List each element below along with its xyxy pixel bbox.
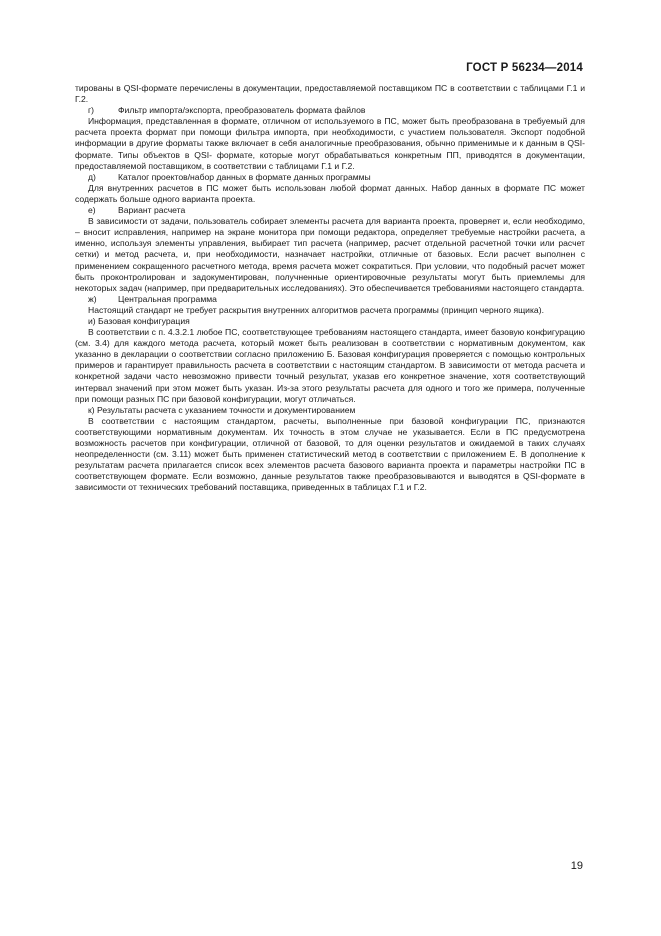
document-body xyxy=(75,83,585,493)
paragraph: Для внутренних расчетов в ПС может быть использован любой формат данных. Набор данных в формате ПС может содержать больше одного варианта проекта. xyxy=(75,182,585,204)
document-header: ГОСТ Р 56234—2014 xyxy=(466,62,583,74)
list-marker: д) xyxy=(88,171,96,182)
list-item-heading: Центральная программа xyxy=(118,293,217,304)
list-item-heading: Каталог проектов/набор данных в формате данных программы xyxy=(118,171,371,182)
paragraph: В соответствии с п. 4.3.2.1 любое ПС, соответствующее требованиям настоящего стандарта, имеет базовую конфигурацию (см. 3.4) для каждого метода расчета, который может быть реализован в соответствии с нормативным документом, как указанно в декларации о соответствии согласно приложению Б. Базовая конфигурация проверяется с помощью контрольных примеров и гарантирует правильность расчета в соответствии с настоящим стандартом. В зависимости от метода расчета и конкретной задачи часто невозможно привести точный результат, указав его конкретное значение, хотя соответствующий интервал значений при этом может быть указан. Из-за этого результаты расчета для одного и того же примера, полученные при помощи разных ПС при базовой конфигурации, могут отличаться. xyxy=(75,327,585,404)
list-marker: ж) xyxy=(88,293,97,304)
paragraph: Информация, представленная в формате, отличном от используемого в ПС, может быть преобразована в требуемый для расчета проекта формат при помощи фильтра импорта, при необходимости, с участием пользователя. Экспорт подобной информации в другие форматы также включает в себя аналогичные преобразования, обычно применимые и к данным в QSI-формате. Типы объектов в QSI- формате, которые могут обрабатываться конкретным ПП, приводятся в документации, предоставляемой поставщиком, в соответствии с таблицами Г.1 и Г.2. xyxy=(75,116,585,171)
list-marker: е) xyxy=(88,205,96,216)
list-item-d xyxy=(75,172,585,183)
list-item-heading: Вариант расчета xyxy=(118,205,186,216)
paragraph: В соответствии с настоящим стандартом, расчеты, выполненные при базовой конфигурации ПС, признаются соответствующими нормативным документам. Их точность в этом случае не указывается. Если в ПС предусмотрена возможность расчетов при конфигурации, отличной от базовой, то для оценки результатов и ожидаемой в таких случаях неопределенности (см. 3.11) может быть применен статистический метод в соответствии с приложением Е. В дополнение к результатам расчета прилагается список всех элементов расчета базового варианта проекта и параметры настройки ПС в соответствующем формате. Если возможно, данные результатов также преобразовываются и выводятся в QSI-формате в зависимости от технических требований поставщика, приведенных в таблицах Г.1 и Г.2. xyxy=(75,415,585,493)
paragraph: Настоящий стандарт не требует раскрытия внутренних алгоритмов расчета программы (принцип черного ящика). xyxy=(88,304,544,315)
page-number: 19 xyxy=(570,860,583,872)
list-item-e xyxy=(75,205,585,216)
list-item-g xyxy=(75,105,585,116)
list-marker: г) xyxy=(88,105,94,116)
list-item-heading: Фильтр импорта/экспорта, преобразователь формата файлов xyxy=(118,105,366,116)
list-item-zh xyxy=(75,294,585,305)
paragraph-continuation: тированы в QSI-формате перечислены в документации, предоставляемой поставщиком ПС в соответствии с таблицами Г.1 и Г.2. xyxy=(75,83,585,105)
paragraph: В зависимости от задачи, пользователь собирает элементы расчета для варианта проекта, проверяет и, если необходимо, – вносит исправления, например на экране монитора при помощи редактора, определяет требуемые настройки расчета, а именно, используя элементы управления, выбирает тип расчета (например, расчет отдельной расчетной точки или расчет сетки) и метод расчета, и, при необходимости, назначает настройки, отличные от базовых. Если расчет выполнен с применением сокращенного расчетного метода, время расчета может сократиться. При условии, что подобный расчет может быть проконтролирован и задокументирован, получненные ориентировочные результаты могут быть приемлемы для некоторых задач (например, при предварительных исследованиях). Это обеспечивается требованиями настоящего стандарта. xyxy=(75,216,585,293)
list-item-i: и) Базовая конфигурация xyxy=(88,315,190,326)
list-item-k: к) Результаты расчета с указанием точности и документированием xyxy=(88,404,356,415)
